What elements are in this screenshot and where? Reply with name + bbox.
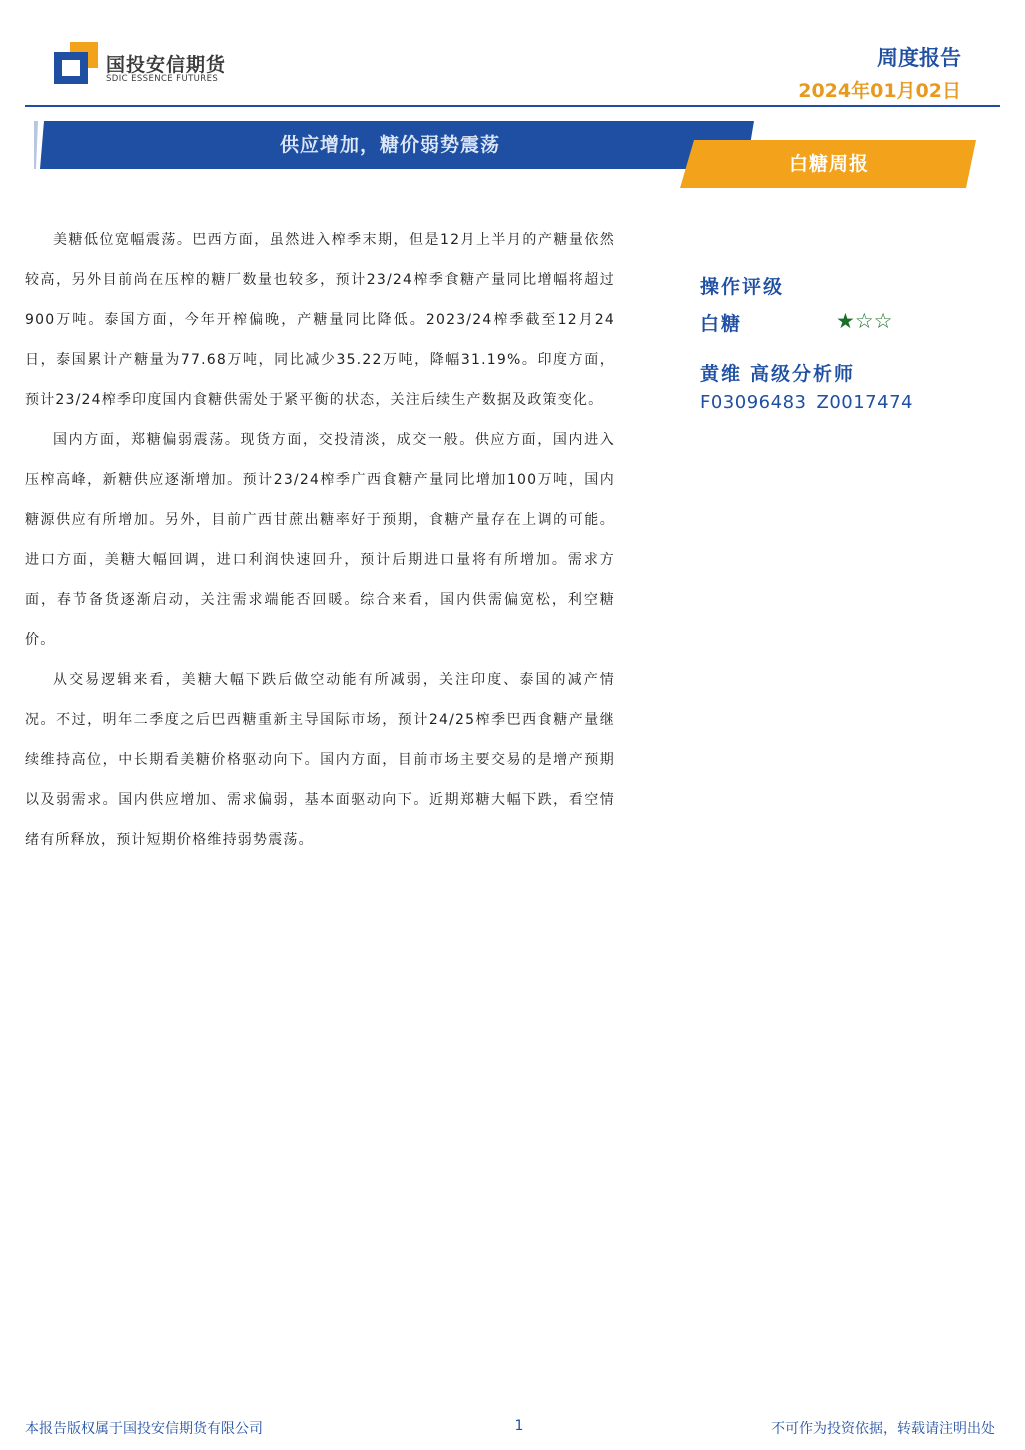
header-divider: [25, 105, 1000, 107]
rating-commodity: 白糖: [700, 313, 743, 335]
rating-label: 操作评级: [700, 276, 785, 298]
report-body: [25, 220, 615, 860]
report-title: 供应增加，糖价弱势震荡: [279, 134, 500, 156]
footer-copyright: 本报告版权属于国投安信期货有限公司: [25, 1421, 263, 1437]
paragraph-international: 美糖低位宽幅震荡。巴西方面，虽然进入榨季末期，但是12月上半月的产糖量依然较高，另外目前尚在压榨的糖厂数量也较多，预计23/24榨季食糖产量同比增幅将超过900万吨。泰国方面，今年开榨偏晚，产糖量同比降低。2023/24榨季截至12月24日，泰国累计产糖量为77.68万吨，同比减少35.22万吨，降幅31.19%。印度方面，预计23/24榨季印度国内食糖供需处于紧平衡的状态，关注后续生产数据及政策变化。: [25, 232, 615, 408]
analyst-info: [700, 359, 980, 386]
paragraph-domestic: 国内方面，郑糖偏弱震荡。现货方面，交投清淡，成交一般。供应方面，国内进入压榨高峰，新糖供应逐渐增加。预计23/24榨季广西食糖产量同比增加100万吨，国内糖源供应有所增加。另外，目前广西甘蔗出糖率好于预期，食糖产量存在上调的可能。进口方面，美糖大幅回调，进口利润快速回升，预计后期进口量将有所增加。需求方面，春节备货逐渐启动，关注需求端能否回暖。综合来看，国内供需偏宽松，利空糖价。: [25, 432, 615, 648]
company-logo-icon: [54, 42, 98, 84]
analyst-name: 黄维: [700, 363, 743, 385]
footer-disclaimer: 不可作为投资依据，转载请注明出处: [771, 1421, 995, 1437]
company-name-cn: 国投安信期货: [106, 54, 227, 76]
report-type: 周度报告: [877, 46, 961, 70]
report-date: 2024年01月02日: [798, 80, 961, 102]
paragraph-logic: 从交易逻辑来看，美糖大幅下跌后做空动能有所减弱，关注印度、泰国的减产情况。不过，明年二季度之后巴西糖重新主导国际市场，预计24/25榨季巴西食糖产量继续维持高位，中长期看美糖价格驱动向下。国内方面，目前市场主要交易的是增产预期以及弱需求。国内供应增加、需求偏弱，基本面驱动向下。近期郑糖大幅下跌，看空情绪有所释放，预计短期价格维持弱势震荡。: [25, 672, 615, 848]
page-number: 1: [514, 1418, 524, 1434]
company-name-en: SDIC ESSENCE FUTURES: [106, 74, 219, 84]
rating-row: [700, 309, 980, 337]
analyst-license: [700, 392, 980, 413]
license-number-1: F03096483: [700, 392, 807, 413]
license-number-2: Z0017474: [816, 392, 913, 413]
report-tag: 白糖周报: [788, 153, 869, 175]
star-rating-icon: ★☆☆: [836, 309, 893, 333]
side-panel: [700, 272, 980, 413]
analyst-title: 高级分析师: [750, 363, 856, 385]
